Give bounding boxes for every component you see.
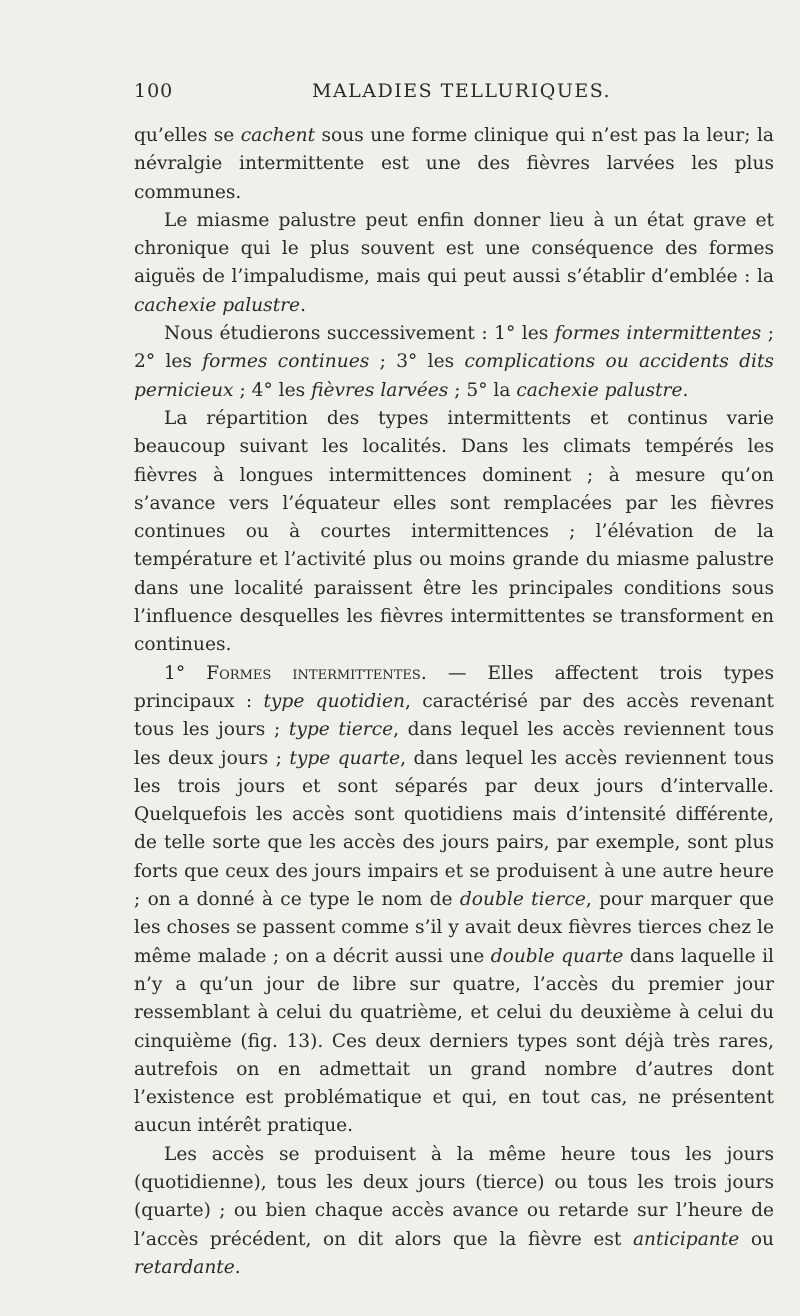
text-run: . — Elles affectent trois types principaux : — [134, 662, 774, 712]
italic-term: cachexie palustre — [516, 379, 683, 401]
italic-term: formes intermittentes — [554, 323, 762, 345]
italic-term: retardante — [134, 1256, 235, 1278]
italic-term: type quotidien — [263, 690, 405, 712]
paragraph — [134, 405, 774, 660]
italic-term: cachent — [240, 125, 316, 146]
text-run: ; 2° les — [134, 323, 774, 373]
text-run: Les accès se produisent à la même heure tous les jours (quotidienne), tous les deux jours (tierce) ou tous les trois jours (quarte) ; ou bien chaque accès avance ou retarde sur l’heure de l’accès précédent, on dit alors que la fièvre est — [134, 1143, 774, 1250]
text-run: sous une forme clinique qui n’est pas la leur; la névralgie intermittente est une des fièvres larvées les plus communes. — [134, 125, 774, 203]
page-number: 100 — [134, 80, 174, 102]
paragraph — [134, 122, 774, 207]
italic-term: double quarte — [490, 945, 624, 967]
paragraph — [134, 320, 774, 405]
text-run: ; 3° les — [369, 351, 465, 373]
text-run: ; 5° la — [448, 379, 517, 401]
text-run: 1° — [164, 662, 207, 684]
text-run: qu’elles se — [134, 125, 241, 146]
paragraph — [134, 1141, 774, 1282]
italic-term: cachexie palustre — [134, 294, 301, 316]
section-heading: Formes intermittentes — [206, 662, 421, 684]
text-run: , dans lequel les accès reviennent tous les trois jours et sont séparés par deux jours d’intervalle. Quelquefois les accès sont quotidiens mais d’intensité différente, de telle sorte que les accès des jours pairs, par exemple, sont plus forts que ceux des jours impairs et se produisent à une autre heure ; on a donné à ce type le nom de — [134, 747, 774, 911]
italic-term: fièvres larvées — [311, 379, 449, 401]
text-run: , dans lequel les accès reviennent tous les deux jours ; — [134, 719, 774, 769]
running-title: MALADIES TELLURIQUES. — [312, 80, 612, 102]
italic-term: anticipante — [632, 1228, 740, 1250]
text-run: , caractérisé par des accès revenant tous les jours ; — [134, 690, 774, 741]
italic-term: double tierce — [459, 889, 586, 911]
text-run: Nous étudierons successivement : 1° les — [164, 323, 555, 345]
text-run: La répartition des types intermittents et continus varie beaucoup suivant les localités. Dans les climats tempérés les fièvres à longues intermittences dominent ; à mesure qu’on s’avance vers l’équateur elles sont remplacées par les fièvres continues ou à courtes intermittences ; l’élévation de la température et l’activité plus ou moins grande du miasme palustre dans une localité paraissent être les principales conditions sous l’influence desquelles les fièvres intermittentes se transforment en continues. — [134, 407, 774, 656]
italic-term: type quarte — [289, 747, 401, 769]
italic-term: formes continues — [202, 351, 370, 373]
text-run: . — [300, 294, 306, 316]
body-text — [134, 122, 774, 1282]
paragraph — [134, 207, 774, 320]
text-run: . — [682, 379, 689, 401]
text-run: Le miasme palustre peut enfin donner lieu à un état grave et chronique qui le plus souvent est une conséquence des formes aiguës de l’impaludisme, mais qui peut aussi s’établir d’emblée : la — [134, 209, 774, 288]
text-run: dans laquelle il n’y a qu’un jour de libre sur quatre, l’accès du premier jour ressemblant à celui du quatrième, et celui du deuxième à celui du cinquième (fig. 13). Ces deux derniers types sont déjà très rares, autrefois on en admettait un grand nombre d’autres dont l’existence est problématique et qui, en tout cas, ne présentent aucun intérêt pratique. — [134, 945, 774, 1137]
italic-term: type tierce — [288, 719, 394, 741]
text-run: . — [234, 1256, 241, 1278]
text-run: ou — [739, 1228, 774, 1250]
text-run: , pour marquer que les choses se passent comme s’il y avait deux fièvres tierces chez le même malade ; on a décrit aussi une — [134, 889, 775, 967]
text-run: ; 4° les — [233, 379, 312, 401]
paragraph — [134, 660, 774, 1141]
italic-term: complications ou accidents dits pernicieux — [134, 351, 774, 401]
page-header — [134, 80, 774, 108]
